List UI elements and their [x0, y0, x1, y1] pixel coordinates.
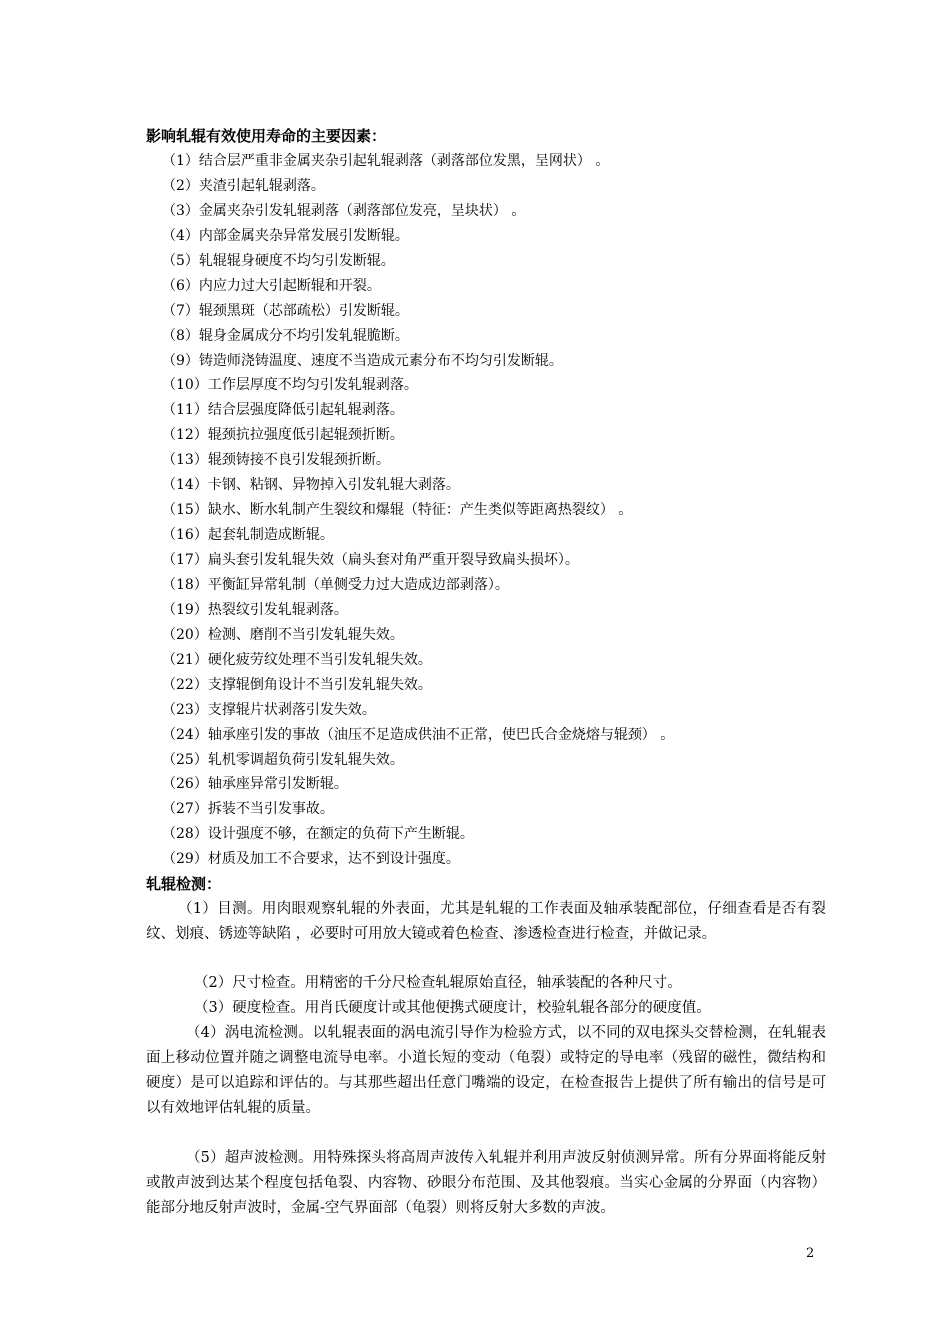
list-item: （26）轴承座异常引发断辊。: [162, 776, 348, 793]
list-item: （16）起套轧制造成断辊。: [162, 527, 334, 544]
list-item: （24）轴承座引发的事故（油压不足造成供油不正常，使巴氏合金烧熔与辊颈） 。: [162, 726, 675, 743]
list-item: （2）夹渣引起轧辊剥落。: [162, 177, 325, 194]
list-item: （27）拆装不当引发事故。: [162, 801, 334, 818]
list-item: （6）内应力过大引起断辊和开裂。: [162, 277, 381, 294]
paragraph-ultrasonic-test: （5）超声波检测。用特殊探头将高周声波传入轧辊并利用声波反射侦测异常。所有分界面将能反射或散声波到达某个程度包括龟裂、内容物、砂眼分布范围、及其他裂痕。当实心金属的分界面（内容物）能部分地反射声波时，金属-空气界面部（龟裂）则将反射大多数的声波。: [146, 1150, 826, 1216]
list-item: （11）结合层强度降低引起轧辊剥落。: [162, 402, 404, 419]
list-item: （12）辊颈抗拉强度低引起辊颈折断。: [162, 427, 404, 444]
list-item: （23）支撑辊片状剥落引发失效。: [162, 701, 376, 718]
list-item: （15）缺水、断水轧制产生裂纹和爆辊（特征：产生类似等距离热裂纹） 。: [162, 502, 633, 519]
list-item: （5）轧辊辊身硬度不均匀引发断辊。: [162, 252, 395, 269]
list-item: （25）轧机零调超负荷引发轧辊失效。: [162, 751, 404, 768]
list-item: （14）卡钢、粘钢、异物掉入引发轧辊大剥落。: [162, 477, 460, 494]
list-item: （21）硬化疲劳纹处理不当引发轧辊失效。: [162, 651, 432, 668]
list-item: （1）结合层严重非金属夹杂引起轧辊剥落（剥落部位发黑，呈网状） 。: [162, 153, 610, 169]
list-item: （19）热裂纹引发轧辊剥落。: [162, 601, 348, 618]
list-item: （17）扁头套引发轧辊失效（扁头套对角严重开裂导致扁头损坏）。: [162, 552, 579, 568]
paragraph-dimension-check: （2）尺寸检查。用精密的千分尺检查轧辊原始直径，轴承装配的各种尺寸。: [194, 975, 682, 991]
paragraph-visual-inspection: （1）目测。用肉眼观察轧辊的外表面，尤其是轧辊的工作表面及轴承装配部位，仔细查看是否有裂纹、划痕、锈迹等缺陷 ，必要时可用放大镜或着色检查、渗透检查进行检查，并做记录。: [146, 901, 826, 942]
list-item: （4）内部金属夹杂异常发展引发断辊。: [162, 227, 409, 244]
paragraph-eddy-current-test: （4）涡电流检测。以轧辊表面的涡电流引导作为检验方式，以不同的双电探头交替检测，在轧辊表面上移动位置并随之调整电流导电率。小道长短的变动（龟裂）或特定的导电率（残留的磁性，微结构和硬度）是可以追踪和评估的。与其那些超出任意门嘴端的设定，在检查报告上提供了所有输出的信号是可以有效地评估轧辊的质量。: [146, 1025, 826, 1116]
list-item: （3）金属夹杂引发轧辊剥落（剥落部位发亮，呈块状） 。: [162, 202, 526, 219]
list-item: （8）辊身金属成分不均引发轧辊脆断。: [162, 327, 409, 344]
list-item: （13）辊颈铸接不良引发辊颈折断。: [162, 452, 390, 469]
list-item: （18）平衡缸异常轧制（单侧受力过大造成边部剥落）。: [162, 576, 509, 593]
list-item: （7）辊颈黑斑（芯部疏松）引发断辊。: [162, 302, 409, 319]
paragraph-hardness-check: （3）硬度检查。用肖氏硬度计或其他便携式硬度计，校验轧辊各部分的硬度值。: [194, 1000, 711, 1016]
section-heading-inspection: 轧辊检测：: [146, 875, 222, 893]
list-item: （28）设计强度不够，在额定的负荷下产生断辊。: [162, 826, 474, 843]
list-item: （10）工作层厚度不均匀引发轧辊剥落。: [162, 377, 418, 394]
list-item: （9）铸造师浇铸温度、速度不当造成元素分布不均匀引发断辊。: [162, 352, 563, 369]
list-item: （29）材质及加工不合要求，达不到设计强度。: [162, 851, 460, 868]
page-number: 2: [806, 1246, 815, 1261]
list-item: （20）检测、磨削不当引发轧辊失效。: [162, 626, 404, 643]
list-item: （22）支撑辊倒角设计不当引发轧辊失效。: [162, 676, 432, 693]
factor-list: [162, 149, 674, 872]
section-heading-factors: 影响轧辊有效使用寿命的主要因素：: [146, 127, 387, 145]
